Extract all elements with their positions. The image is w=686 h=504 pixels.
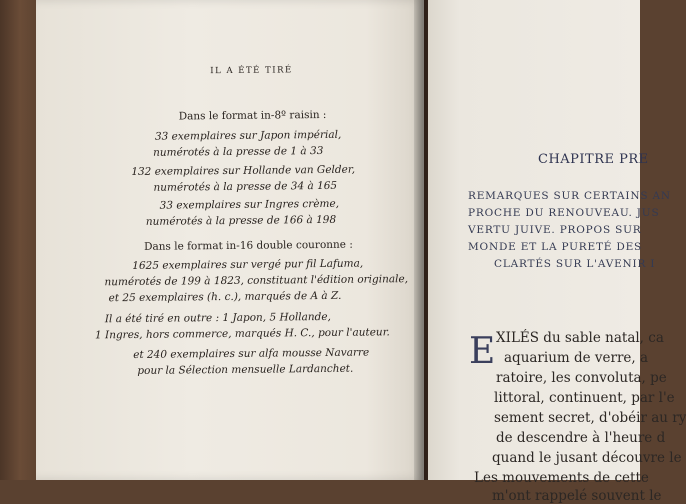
format-in8-heading: Dans le format in-8º raisin : (178, 108, 327, 123)
colophon (33, 0, 426, 482)
colophon-line: numérotés à la presse de 1 à 33 (153, 144, 324, 159)
body-line: quand le jusant découvre le (492, 450, 682, 466)
chapter-summary-line: MONDE ET LA PURETÉ DES (468, 241, 643, 253)
colophon-line: 33 exemplaires sur Japon impérial, (154, 128, 342, 143)
body-line: de descendre à l'heure d (496, 430, 666, 446)
colophon-line: et 240 exemplaires sur alfa mousse Navarre (133, 346, 370, 361)
chapter-summary-line: PROCHE DU RENOUVEAU. JUS (468, 207, 660, 219)
body-line: ratoire, les convoluta, pe (496, 370, 667, 386)
body-line: Les mouvements de cette (474, 470, 649, 486)
chapter-summary-line: CLARTÉS SUR L'AVENIR I (494, 258, 656, 270)
body-first-line: XILÉS du sable natal, ca (496, 330, 664, 346)
right-page (428, 0, 686, 504)
colophon-line: pour la Sélection mensuelle Lardanchet. (137, 362, 354, 377)
format-in16-heading: Dans le format in-16 double couronne : (144, 238, 353, 253)
colophon-line: et 25 exemplaires (h. c.), marqués de A à Z. (108, 289, 342, 305)
colophon-line: numérotés à la presse de 166 à 198 (145, 213, 337, 228)
colophon-line: numérotés à la presse de 34 à 165 (153, 179, 338, 194)
body-line: aquarium de verre, a (504, 350, 649, 366)
colophon-line: 1 Ingres, hors commerce, marqués H. C., pour l'auteur. (94, 326, 390, 342)
colophon-line: 1625 exemplaires sur vergé pur fil Lafuma, (132, 257, 364, 272)
colophon-line: 132 exemplaires sur Hollande van Gelder, (131, 163, 356, 178)
chapter-title: CHAPITRE PRE (538, 152, 649, 167)
left-page (36, 0, 424, 480)
chapter-summary-line: REMARQUES SUR CERTAINS AN (468, 190, 671, 202)
colophon-line: Il a été tiré en outre : 1 Japon, 5 Hollande, (104, 310, 331, 326)
body-line: m'ont rappelé souvent le (492, 488, 662, 504)
body-line: littoral, continuent, par l'e (494, 390, 675, 406)
chapter-summary-line: VERTU JUIVE. PROPOS SUR (468, 224, 642, 236)
body-line: sement secret, d'obéir au ry (494, 410, 686, 426)
colophon-line: 33 exemplaires sur Ingres crème, (159, 197, 340, 212)
colophon-header: IL A ÉTÉ TIRÉ (210, 65, 293, 77)
colophon-line: numérotés de 199 à 1823, constituant l'édition originale, (104, 273, 409, 289)
drop-cap: E (469, 331, 496, 372)
